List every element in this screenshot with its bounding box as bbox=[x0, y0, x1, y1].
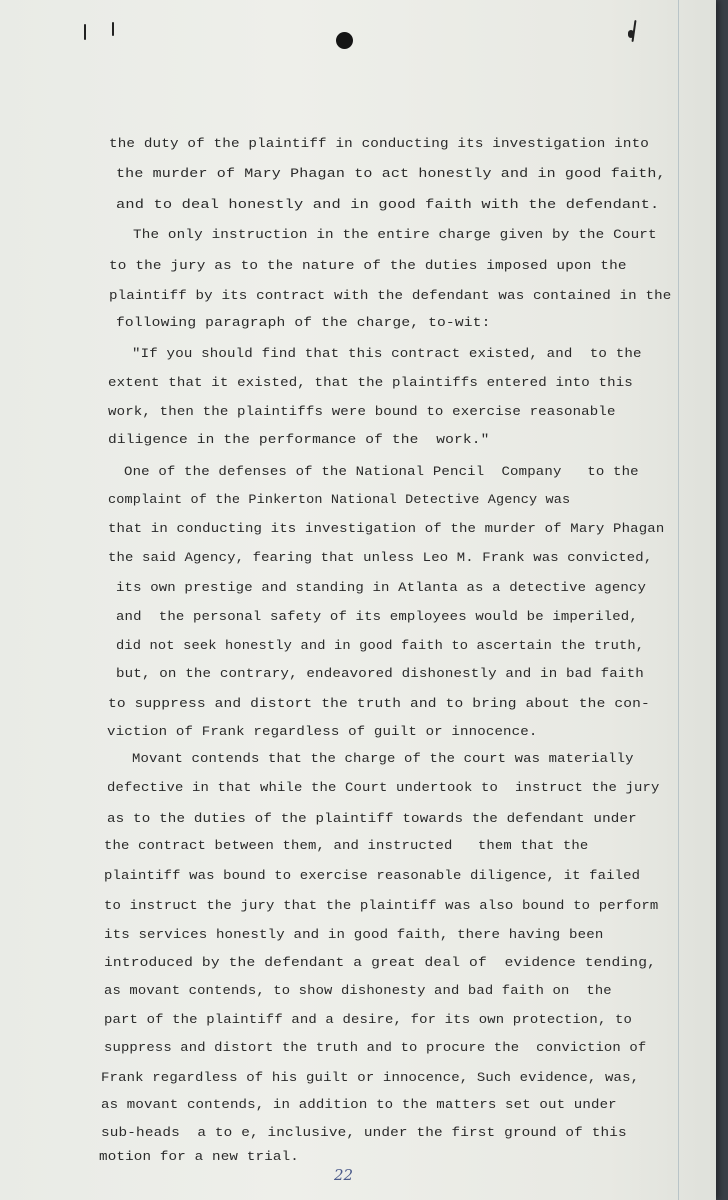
text-line: did not seek honestly and in good faith to ascertain the truth, bbox=[116, 638, 645, 653]
text-line: as to the duties of the plaintiff towards the defendant under bbox=[107, 811, 637, 826]
text-line: motion for a new trial. bbox=[99, 1149, 299, 1164]
text-line: as movant contends, in addition to the matters set out under bbox=[101, 1097, 617, 1112]
text-line: plaintiff by its contract with the defendant was contained in the bbox=[109, 288, 672, 303]
text-line: introduced by the defendant a great deal of evidence tending, bbox=[104, 955, 657, 970]
text-line: plaintiff was bound to exercise reasonable diligence, it failed bbox=[104, 868, 641, 883]
text-line: that in conducting its investigation of the murder of Mary Phagan bbox=[108, 521, 665, 536]
text-line: its services honestly and in good faith, there having been bbox=[104, 927, 604, 942]
text-line: suppress and distort the truth and to procure the conviction of bbox=[104, 1040, 647, 1055]
text-line: the duty of the plaintiff in conducting its investigation into bbox=[109, 136, 650, 151]
text-line: extent that it existed, that the plaintiffs entered into this bbox=[108, 375, 633, 390]
text-line: work, then the plaintiffs were bound to exercise reasonable bbox=[108, 404, 616, 419]
text-line: as movant contends, to show dishonesty and bad faith on the bbox=[104, 983, 612, 998]
text-line: sub-heads a to e, inclusive, under the first ground of this bbox=[101, 1125, 627, 1140]
text-line: and to deal honestly and in good faith with the defendant. bbox=[116, 197, 660, 212]
text-line: following paragraph of the charge, to-wit: bbox=[116, 315, 491, 330]
text-line: but, on the contrary, endeavored dishonestly and in bad faith bbox=[116, 666, 644, 681]
text-line: part of the plaintiff and a desire, for its own protection, to bbox=[104, 1012, 633, 1027]
text-line: the contract between them, and instructed them that the bbox=[104, 838, 589, 853]
handwritten-page-number: 22 bbox=[334, 1166, 354, 1184]
text-line: the said Agency, fearing that unless Leo M. Frank was convicted, bbox=[108, 550, 653, 565]
text-line: its own prestige and standing in Atlanta as a detective agency bbox=[116, 580, 647, 595]
text-line: Movant contends that the charge of the court was materially bbox=[132, 751, 634, 766]
text-line: viction of Frank regardless of guilt or innocence. bbox=[107, 724, 538, 739]
text-line: Frank regardless of his guilt or innocence, Such evidence, was, bbox=[101, 1070, 640, 1085]
text-line: One of the defenses of the National Pencil Company to the bbox=[124, 464, 639, 479]
text-line: complaint of the Pinkerton National Detective Agency was bbox=[108, 492, 571, 507]
text-line: to suppress and distort the truth and to bring about the con- bbox=[108, 696, 650, 711]
text-line: defective in that while the Court undertook to instruct the jury bbox=[107, 780, 660, 795]
text-line: The only instruction in the entire charge given by the Court bbox=[133, 227, 657, 242]
text-line: and the personal safety of its employees would be imperiled, bbox=[116, 609, 638, 624]
text-line: diligence in the performance of the work." bbox=[108, 432, 490, 447]
text-line: to the jury as to the nature of the duties imposed upon the bbox=[109, 258, 627, 273]
text-line: the murder of Mary Phagan to act honestly and in good faith, bbox=[116, 166, 666, 181]
text-line: "If you should find that this contract existed, and to the bbox=[132, 346, 642, 361]
text-line: to instruct the jury that the plaintiff was also bound to perform bbox=[104, 898, 659, 913]
